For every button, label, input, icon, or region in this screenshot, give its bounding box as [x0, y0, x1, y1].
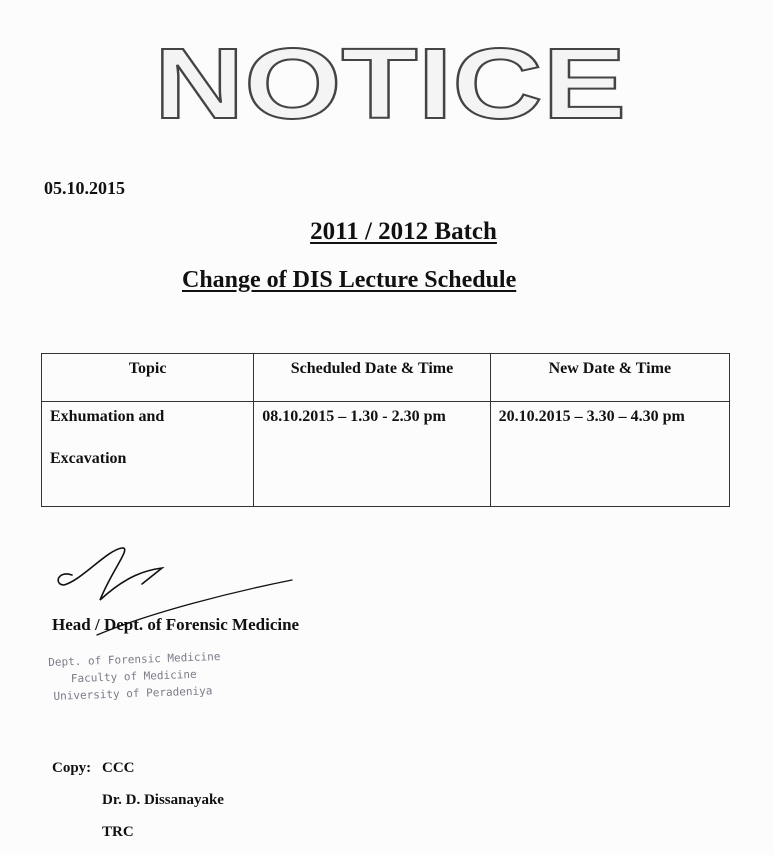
cell-topic — [42, 402, 254, 507]
schedule-table — [41, 353, 730, 507]
notice-date: 05.10.2015 — [44, 178, 125, 198]
batch-heading-text: 2011 / 2012 Batch — [310, 218, 497, 245]
topic-line-1: Exhumation and — [50, 408, 165, 425]
signatory-title: Head / Dept. of Forensic Medicine — [52, 615, 300, 634]
copy-label: Copy: — [52, 760, 92, 776]
copy-recipient-ccc: CCC — [102, 760, 135, 776]
subject-heading — [182, 267, 516, 294]
stamp-line-3: University of Peradeniya — [53, 684, 213, 703]
column-header-scheduled: Scheduled Date & Time — [254, 354, 490, 402]
notice-heading — [150, 38, 630, 128]
subject-heading-text: Change of DIS Lecture Schedule — [182, 267, 517, 293]
cell-scheduled: 08.10.2015 – 1.30 - 2.30 pm — [254, 402, 490, 507]
cell-new: 20.10.2015 – 3.30 – 4.30 pm — [490, 402, 729, 507]
notice-title-text: NOTICE — [154, 38, 626, 128]
column-header-topic: Topic — [42, 354, 254, 402]
copy-recipient-dissanayake: Dr. D. Dissanayake — [102, 792, 224, 808]
batch-heading — [0, 218, 773, 246]
table-row — [42, 402, 730, 507]
copy-recipient-trc: TRC — [102, 824, 134, 840]
table-header-row — [42, 354, 730, 402]
stamp-line-2: Faculty of Medicine — [70, 667, 197, 686]
topic-line-2: Excavation — [50, 450, 127, 467]
column-header-new: New Date & Time — [490, 354, 729, 402]
department-stamp — [48, 647, 240, 712]
stamp-line-1: Dept. of Forensic Medicine — [48, 649, 221, 669]
